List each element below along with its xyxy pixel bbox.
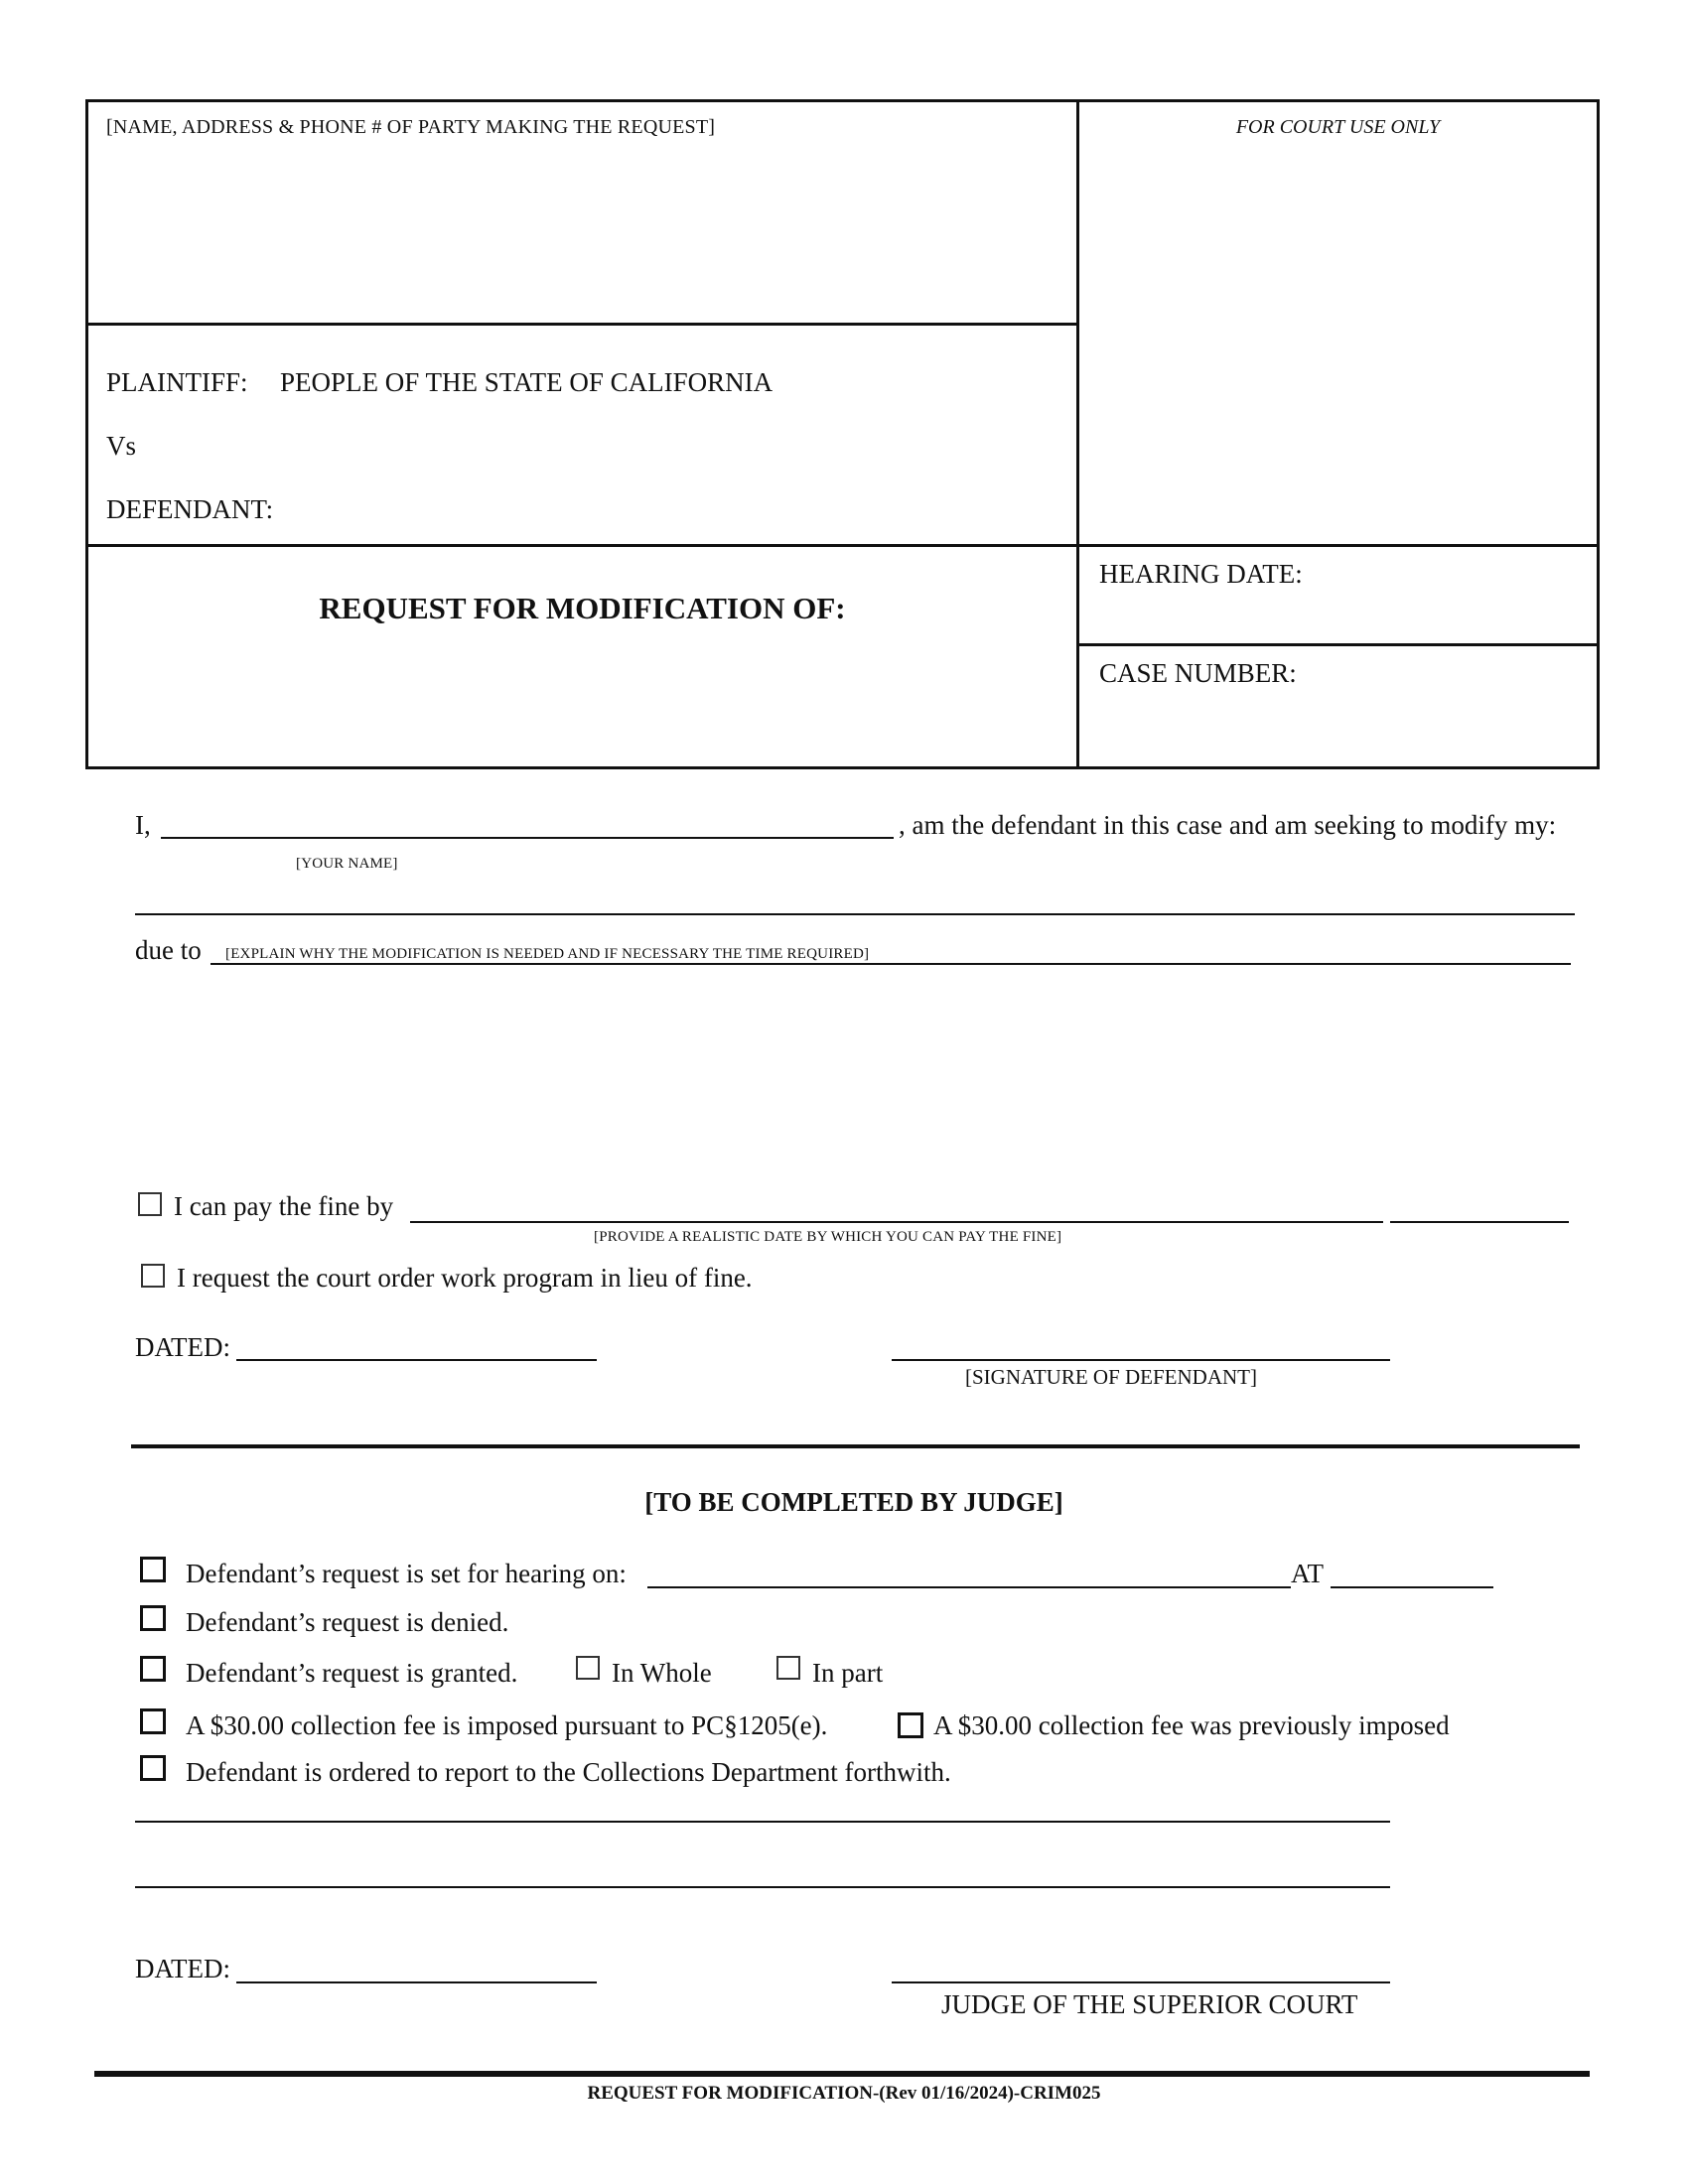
judge-dated-label: DATED:: [135, 1954, 230, 1983]
title-box: [85, 544, 1079, 769]
case-number-box[interactable]: [1076, 643, 1600, 769]
hearing-set-checkbox[interactable]: [140, 1557, 166, 1582]
explanation-hint: [EXPLAIN WHY THE MODIFICATION IS NEEDED AND IF NECESSARY THE TIME REQUIRED]: [225, 946, 870, 962]
judge-section-title: [TO BE COMPLETED BY JUDGE]: [644, 1487, 1063, 1517]
vs-label: Vs: [106, 431, 137, 461]
form-title: REQUEST FOR MODIFICATION OF:: [319, 591, 846, 625]
defendant-dated-label: DATED:: [135, 1332, 230, 1362]
judge-signature-field[interactable]: [892, 1981, 1390, 1983]
hearing-set-date-field[interactable]: [647, 1586, 1291, 1588]
work-program-checkbox[interactable]: [141, 1264, 165, 1288]
fee-previous-label: A $30.00 collection fee was previously imposed: [933, 1710, 1450, 1740]
court-use-box: [1076, 99, 1600, 547]
caption-box: [85, 323, 1079, 547]
judge-notes-line-2[interactable]: [135, 1886, 1390, 1888]
pay-fine-hint: [PROVIDE A REALISTIC DATE BY WHICH YOU CAN PAY THE FINE]: [594, 1229, 1062, 1245]
plaintiff-value: PEOPLE OF THE STATE OF CALIFORNIA: [280, 367, 774, 397]
fee-previous-checkbox[interactable]: [898, 1712, 923, 1738]
your-name-hint: [YOUR NAME]: [296, 856, 398, 872]
court-use-label: FOR COURT USE ONLY: [1235, 116, 1441, 138]
work-program-label: I request the court order work program in lieu of fine.: [177, 1263, 753, 1293]
judge-section-divider: [131, 1444, 1580, 1448]
fee-imposed-label: A $30.00 collection fee is imposed pursuant to PC§1205(e).: [186, 1710, 828, 1740]
pay-fine-checkbox[interactable]: [138, 1192, 162, 1216]
defendant-dated-field[interactable]: [236, 1359, 597, 1361]
explanation-field[interactable]: [211, 963, 1571, 965]
pay-fine-date-field[interactable]: [410, 1221, 1383, 1223]
case-number-label: CASE NUMBER:: [1099, 658, 1297, 688]
granted-label: Defendant’s request is granted.: [186, 1658, 518, 1688]
at-label: AT: [1291, 1559, 1324, 1588]
hearing-date-label: HEARING DATE:: [1099, 559, 1303, 589]
defendant-signature-field[interactable]: [892, 1359, 1390, 1361]
hearing-date-box[interactable]: [1076, 544, 1600, 646]
party-info-box[interactable]: [85, 99, 1079, 326]
signature-label: [SIGNATURE OF DEFENDANT]: [965, 1365, 1257, 1389]
pay-fine-date-field-extra[interactable]: [1390, 1221, 1569, 1223]
granted-checkbox[interactable]: [140, 1656, 166, 1682]
in-part-label: In part: [812, 1658, 884, 1688]
judge-dated-field[interactable]: [236, 1981, 597, 1983]
fee-imposed-checkbox[interactable]: [140, 1708, 166, 1734]
in-whole-label: In Whole: [612, 1658, 712, 1688]
footer-divider: [94, 2071, 1590, 2077]
in-part-checkbox[interactable]: [776, 1656, 800, 1680]
party-info-label: [NAME, ADDRESS & PHONE # OF PARTY MAKING THE REQUEST]: [106, 116, 716, 138]
collections-checkbox[interactable]: [140, 1755, 166, 1781]
hearing-set-label: Defendant’s request is set for hearing on:: [186, 1559, 627, 1588]
collections-label: Defendant is ordered to report to the Collections Department forthwith.: [186, 1757, 951, 1787]
judge-notes-line-1[interactable]: [135, 1821, 1390, 1823]
judge-signature-label: JUDGE OF THE SUPERIOR COURT: [941, 1989, 1358, 2019]
due-to-label: due to: [135, 935, 202, 965]
pay-fine-label: I can pay the fine by: [174, 1191, 394, 1221]
intro-prefix: I,: [135, 810, 151, 840]
denied-checkbox[interactable]: [140, 1605, 166, 1631]
in-whole-checkbox[interactable]: [576, 1656, 600, 1680]
your-name-field[interactable]: [161, 837, 894, 839]
defendant-label: DEFENDANT:: [106, 494, 274, 524]
modify-what-field[interactable]: [135, 913, 1575, 915]
denied-label: Defendant’s request is denied.: [186, 1607, 509, 1637]
footer-form-id: REQUEST FOR MODIFICATION-(Rev 01/16/2024)-CRIM025: [587, 2083, 1101, 2104]
hearing-set-time-field[interactable]: [1331, 1586, 1493, 1588]
intro-suffix: , am the defendant in this case and am seeking to modify my:: [899, 810, 1557, 840]
plaintiff-label: PLAINTIFF:: [106, 367, 248, 397]
